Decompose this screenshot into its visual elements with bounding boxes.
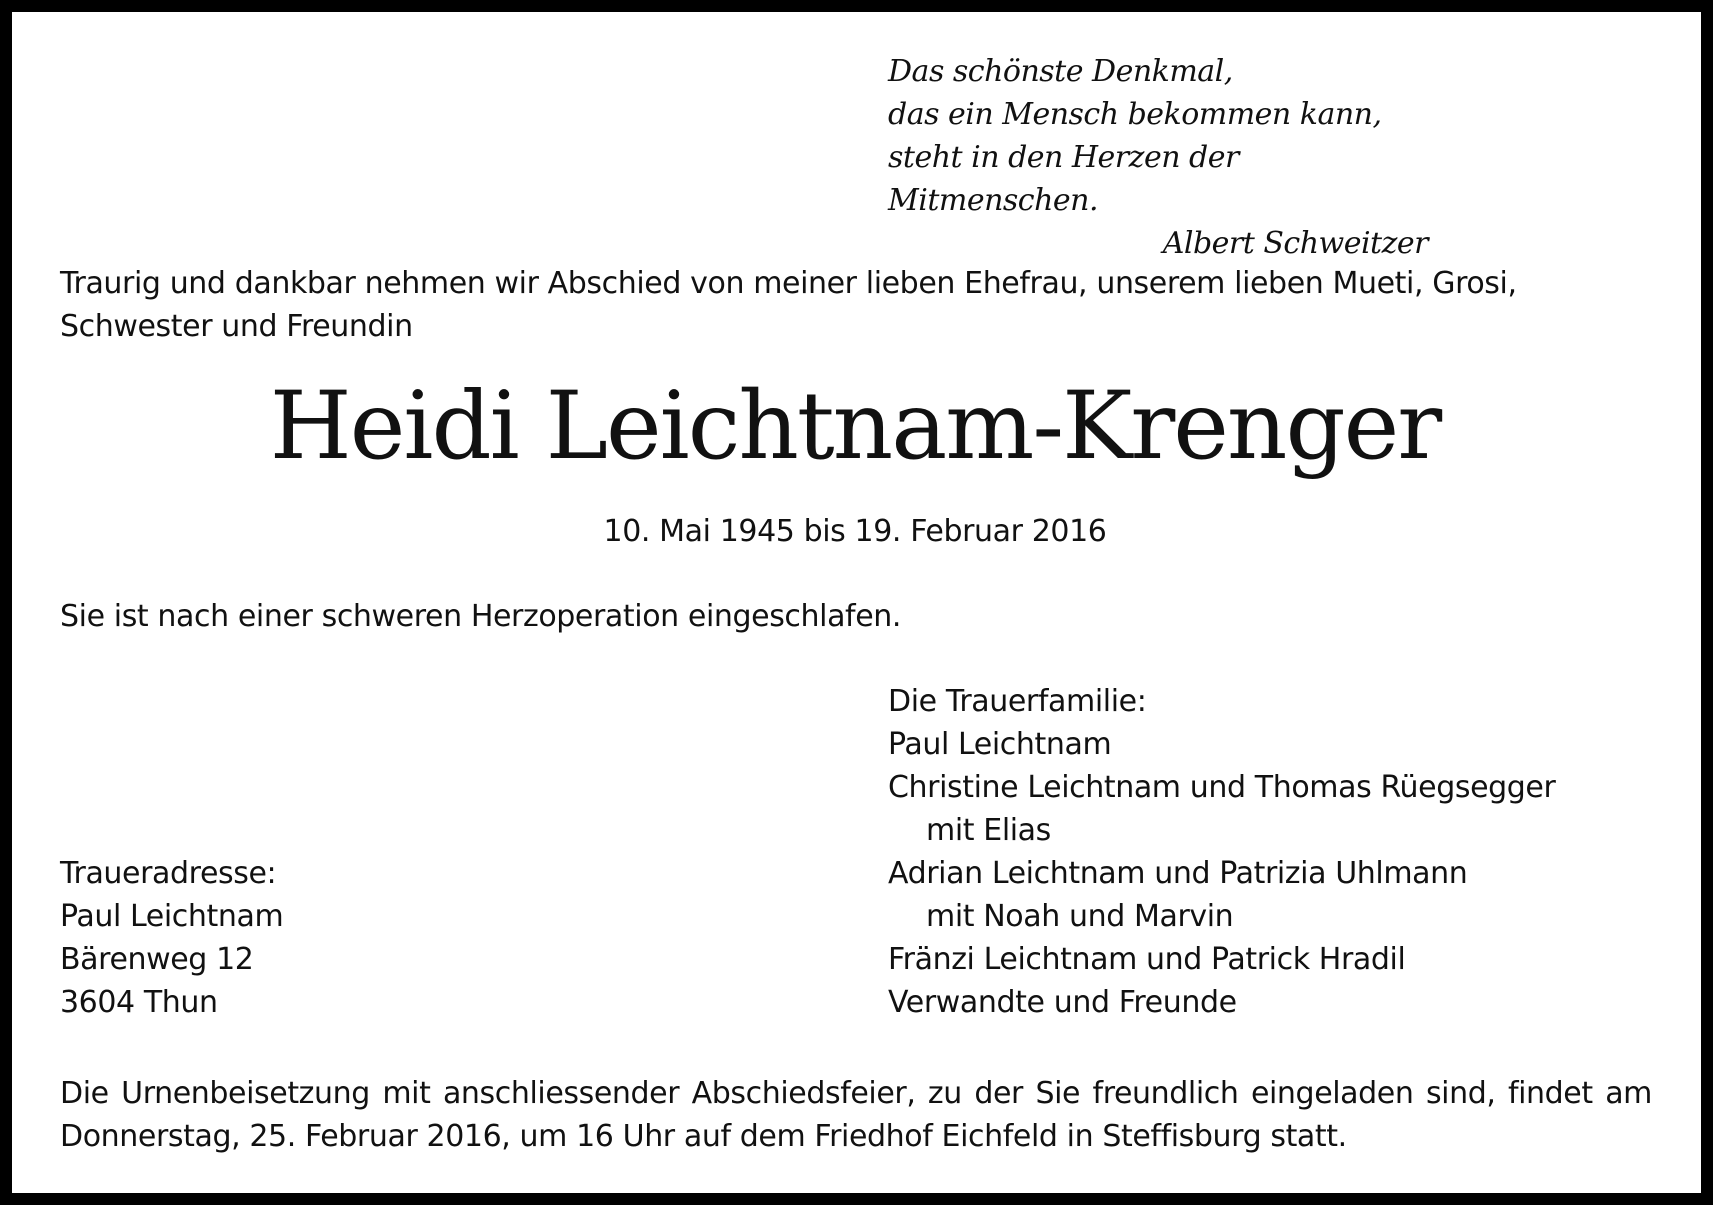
family-member: mit Noah und Marvin [926, 899, 1234, 934]
deceased-name: Heidi Leichtnam-Krenger [269, 372, 1441, 481]
quote-block [888, 50, 1428, 265]
quote-line-3: steht in den Herzen der Mitmenschen. [888, 140, 1239, 218]
address-name: Paul Leichtnam [60, 899, 284, 934]
quote-author: Albert Schweitzer [1162, 226, 1428, 261]
funeral-notice: Die Urnenbeisetzung mit anschliessender Abschiedsfeier, zu der Sie freundlich eingeladen sind, findet am Donnerstag, 25. Februar 2016, um 16 Uhr auf dem Friedhof Eichfeld in Steffisburg statt. [60, 1076, 1652, 1154]
address-label: Traueradresse: [60, 856, 277, 891]
family-member: Adrian Leichtnam und Patrizia Uhlmann [888, 856, 1468, 891]
family-list [888, 680, 1648, 1024]
family-member: Fränzi Leichtnam und Patrick Hradil [888, 942, 1406, 977]
family-member: Christine Leichtnam und Thomas Rüegsegger [888, 770, 1556, 805]
quote-line-1: Das schönste Denkmal, [888, 54, 1233, 89]
family-member: mit Elias [926, 813, 1051, 848]
quote-line-2: das ein Mensch bekommen kann, [888, 97, 1382, 132]
mourning-address [60, 852, 560, 1024]
family-heading: Die Trauerfamilie: [888, 684, 1147, 719]
family-member: Paul Leichtnam [888, 727, 1112, 762]
family-member: Verwandte und Freunde [888, 985, 1237, 1020]
address-street: Bärenweg 12 [60, 942, 254, 977]
passing-sentence: Sie ist nach einer schweren Herzoperation eingeschlafen. [60, 599, 902, 634]
intro-text: Traurig und dankbar nehmen wir Abschied von meiner lieben Ehefrau, unserem lieben Mueti, Grosi, Schwester und Freundin [60, 266, 1517, 344]
address-city: 3604 Thun [60, 985, 218, 1020]
life-dates: 10. Mai 1945 bis 19. Februar 2016 [603, 514, 1107, 549]
